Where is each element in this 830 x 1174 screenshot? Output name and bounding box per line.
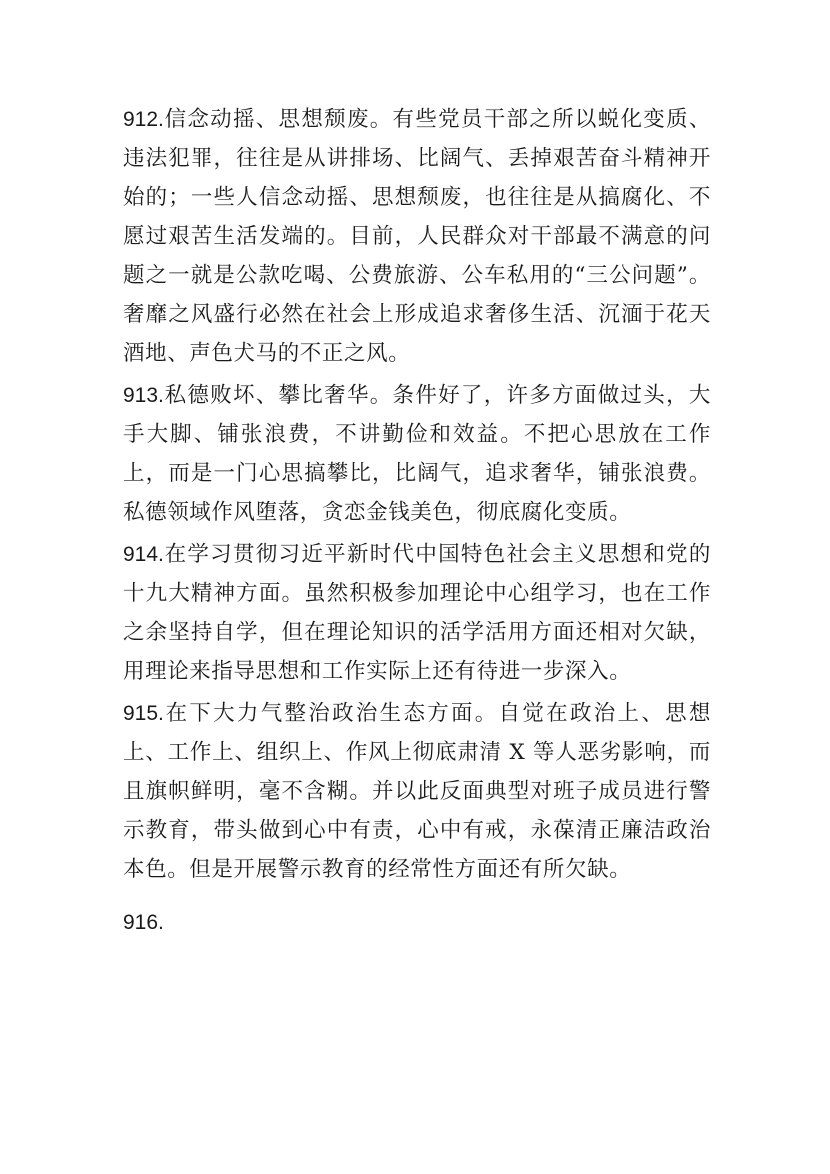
paragraph-number: 915.	[123, 702, 164, 725]
paragraph-number: 914.	[123, 543, 164, 566]
paragraph-916	[123, 903, 711, 942]
paragraph-text: 私德败坏、攀比奢华。条件好了，许多方面做过头，大手大脚、铺张浪费，不讲勤俭和效益。不把心思放在工作上，而是一门心思搞攀比，比阔气，追求奢华，铺张浪费。私德领域作风堕落，贪恋金钱美色，彻底腐化变质。	[123, 383, 711, 525]
paragraph-text: 在学习贯彻习近平新时代中国特色社会主义思想和党的十九大精神方面。虽然积极参加理论中心组学习，也在工作之余坚持自学，但在理论知识的活学活用方面还相对欠缺，用理论来指导思想和工作实际上还有待进一步深入。	[123, 542, 711, 684]
paragraph-text: 在下大力气整治政治生态方面。自觉在政治上、思想上、工作上、组织上、作风上彻底肃清 X 等人恶劣影响，而且旗帜鲜明，毫不含糊。并以此反面典型对班子成员进行警示教育，带头做到心中有责，心中有戒，永葆清正廉洁政治本色。但是开展警示教育的经常性方面还有所欠缺。	[123, 701, 711, 882]
paragraph-number: 916.	[123, 911, 164, 934]
paragraph-915	[123, 694, 711, 889]
paragraph-912	[123, 100, 711, 373]
paragraph-number: 912.	[123, 108, 164, 131]
paragraph-913	[123, 376, 711, 532]
paragraph-number: 913.	[123, 384, 164, 407]
paragraph-text: 信念动摇、思想颓废。有些党员干部之所以蜕化变质、违法犯罪，往往是从讲排场、比阔气、丢掉艰苦奋斗精神开始的；一些人信念动摇、思想颓废，也往往是从搞腐化、不愿过艰苦生活发端的。目前，人民群众对干部最不满意的问题之一就是公款吃喝、公费旅游、公车私用的“三公问题”。奢靡之风盛行必然在社会上形成追求奢侈生活、沉湎于花天酒地、声色犬马的不正之风。	[123, 107, 711, 366]
document-body	[123, 100, 711, 945]
paragraph-914	[123, 535, 711, 691]
